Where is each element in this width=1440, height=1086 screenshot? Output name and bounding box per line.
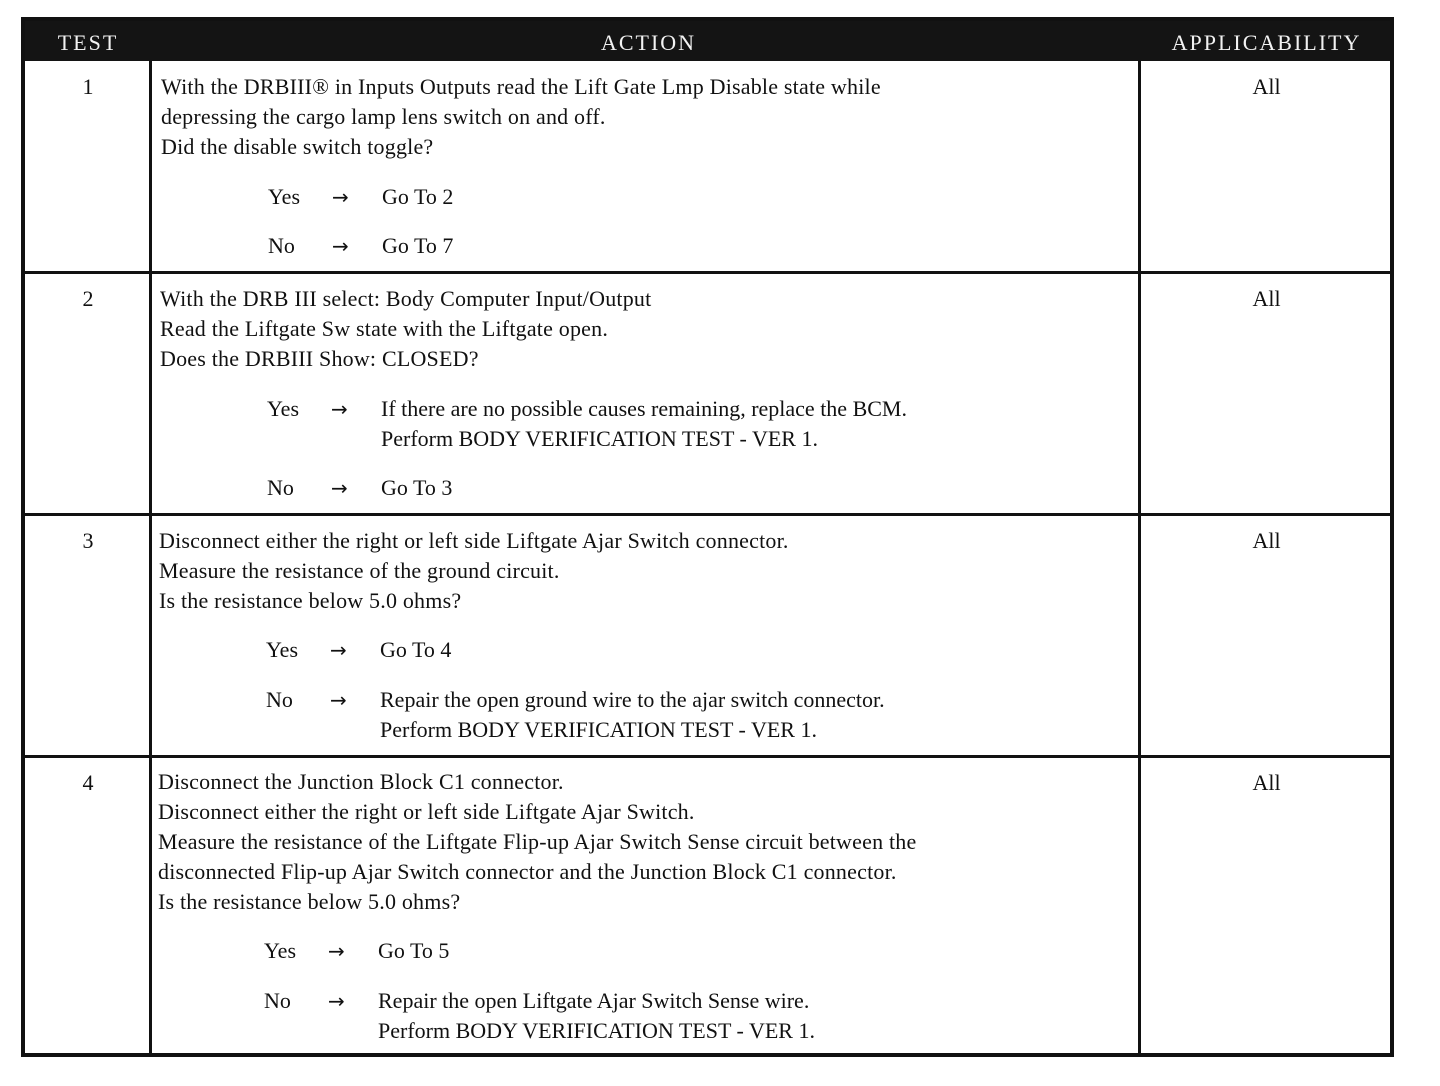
- no-label: No: [266, 687, 293, 712]
- header-action: ACTION: [600, 30, 697, 55]
- yes-result: Go To 4: [380, 637, 452, 662]
- right-arrow-icon: →: [332, 234, 349, 258]
- no-result: Go To 3: [381, 475, 453, 500]
- action-text: [161, 72, 1135, 162]
- yes-result: If there are no possible causes remaining, replace the BCM.: [381, 396, 907, 421]
- no-result-line2: Perform BODY VERIFICATION TEST - VER 1.: [378, 1018, 815, 1043]
- no-label: No: [267, 475, 294, 500]
- diagnostic-test-table: [21, 17, 1394, 1057]
- applicability-value: All: [1252, 74, 1281, 99]
- test-number: 1: [82, 74, 94, 99]
- header-test: TEST: [57, 30, 119, 55]
- action-text: [160, 284, 1134, 374]
- no-result: Repair the open ground wire to the ajar switch connector.: [380, 687, 885, 712]
- no-label: No: [264, 988, 291, 1013]
- right-arrow-icon: →: [328, 989, 345, 1013]
- yes-label: Yes: [268, 184, 301, 209]
- right-arrow-icon: →: [331, 476, 348, 500]
- column-divider-right: [1138, 61, 1141, 1057]
- action-line: Measure the resistance of the Liftgate Flip-up Ajar Switch Sense circuit between the: [158, 829, 917, 854]
- test-number: 4: [82, 770, 94, 795]
- action-line: Disconnect either the right or left side Liftgate Ajar Switch.: [158, 799, 695, 824]
- row-divider-3: [25, 755, 1390, 758]
- yes-label: Yes: [267, 396, 300, 421]
- applicability-value: All: [1252, 286, 1281, 311]
- yes-result: Go To 2: [382, 184, 454, 209]
- no-result-line2: Perform BODY VERIFICATION TEST - VER 1.: [380, 717, 817, 742]
- action-line: Read the Liftgate Sw state with the Liftgate open.: [160, 316, 609, 341]
- action-line: Did the disable switch toggle?: [161, 134, 434, 159]
- yes-label: Yes: [264, 938, 297, 963]
- no-result: Repair the open Liftgate Ajar Switch Sense wire.: [378, 988, 810, 1013]
- applicability-value: All: [1252, 770, 1281, 795]
- action-line: With the DRBIII® in Inputs Outputs read the Lift Gate Lmp Disable state while: [161, 74, 881, 99]
- action-line: Disconnect the Junction Block C1 connector.: [158, 769, 564, 794]
- action-line: Does the DRBIII Show: CLOSED?: [160, 346, 479, 371]
- table-header: [25, 21, 1390, 61]
- header-applicability: APPLICABILITY: [1171, 30, 1362, 55]
- action-line: Is the resistance below 5.0 ohms?: [158, 889, 461, 914]
- right-arrow-icon: →: [331, 397, 348, 421]
- action-line: disconnected Flip-up Ajar Switch connector and the Junction Block C1 connector.: [158, 859, 897, 884]
- right-arrow-icon: →: [328, 939, 345, 963]
- yes-result-line2: Perform BODY VERIFICATION TEST - VER 1.: [381, 426, 818, 451]
- test-number: 2: [82, 286, 94, 311]
- action-line: Measure the resistance of the ground circuit.: [159, 558, 560, 583]
- action-line: Disconnect either the right or left side Liftgate Ajar Switch connector.: [159, 528, 789, 553]
- right-arrow-icon: →: [330, 638, 347, 662]
- column-divider-left: [149, 61, 152, 1057]
- action-text: [159, 526, 1133, 616]
- right-arrow-icon: →: [330, 688, 347, 712]
- action-line: Is the resistance below 5.0 ohms?: [159, 588, 462, 613]
- row-divider-2: [25, 513, 1390, 516]
- no-result: Go To 7: [382, 233, 454, 258]
- action-text: [158, 767, 1132, 917]
- applicability-value: All: [1252, 528, 1281, 553]
- test-number: 3: [82, 528, 94, 553]
- no-label: No: [268, 233, 295, 258]
- row-divider-1: [25, 271, 1390, 274]
- yes-result: Go To 5: [378, 938, 450, 963]
- right-arrow-icon: →: [332, 185, 349, 209]
- action-line: With the DRB III select: Body Computer Input/Output: [160, 286, 652, 311]
- yes-label: Yes: [266, 637, 299, 662]
- action-line: depressing the cargo lamp lens switch on and off.: [161, 104, 606, 129]
